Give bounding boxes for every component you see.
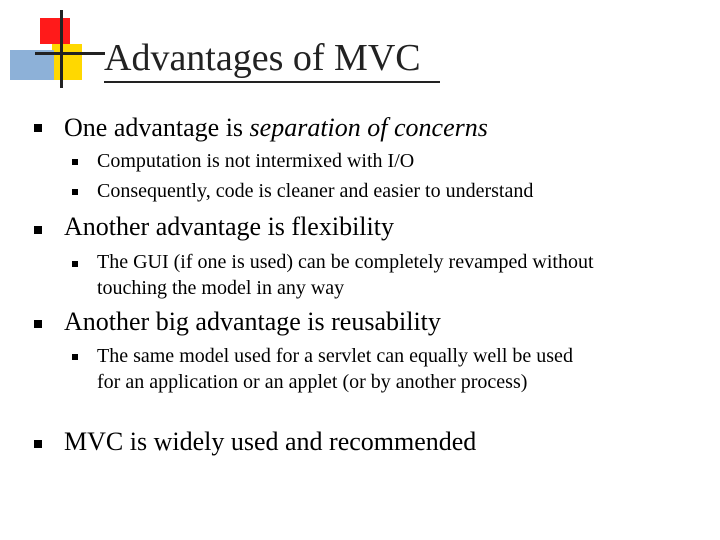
logo-vertical-line xyxy=(60,10,63,88)
bullet-1-text xyxy=(64,113,488,143)
bullet-3-sub-1-line-2: for an application or an applet (or by another process) xyxy=(97,371,528,393)
bullet-1-sub-1: Computation is not intermixed with I/O xyxy=(97,150,415,172)
sub-bullet-marker xyxy=(72,354,78,360)
slide-logo-decoration xyxy=(0,0,110,90)
bullet-marker xyxy=(34,320,42,328)
sub-bullet-marker xyxy=(72,159,78,165)
bullet-2-text: Another advantage is flexibility xyxy=(64,212,394,241)
logo-yellow-square xyxy=(52,44,82,80)
bullet-1-text-emphasis: separation of concerns xyxy=(249,113,488,142)
sub-bullet-marker xyxy=(72,261,78,267)
logo-red-square xyxy=(40,18,70,44)
bullet-1-sub-2: Consequently, code is cleaner and easier to understand xyxy=(97,180,534,202)
bullet-2-sub-1-line-1: The GUI (if one is used) can be completely revamped without xyxy=(97,251,594,273)
bullet-marker xyxy=(34,124,42,132)
bullet-4-text: MVC is widely used and recommended xyxy=(64,427,477,456)
title-underline xyxy=(104,81,440,83)
logo-horizontal-line xyxy=(35,52,105,55)
slide-title: Advantages of MVC xyxy=(104,37,421,79)
bullet-marker xyxy=(34,226,42,234)
bullet-3-text: Another big advantage is reusability xyxy=(64,307,441,336)
bullet-2-sub-1-line-2: touching the model in any way xyxy=(97,277,345,299)
bullet-3-sub-1-line-1: The same model used for a servlet can equally well be used xyxy=(97,345,573,367)
sub-bullet-marker xyxy=(72,189,78,195)
bullet-marker xyxy=(34,440,42,448)
bullet-1-text-plain: One advantage is xyxy=(64,113,250,142)
